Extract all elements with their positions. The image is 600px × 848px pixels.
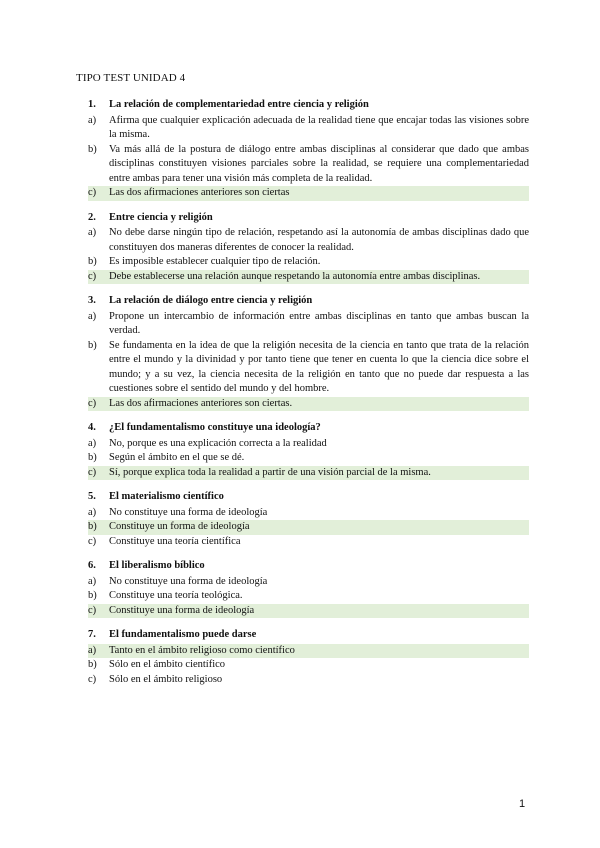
question-heading bbox=[88, 559, 529, 574]
option-text: Constituye una teoría científica bbox=[109, 535, 241, 547]
question-3 bbox=[88, 294, 529, 411]
option-letter: c) bbox=[88, 466, 97, 478]
answer-option bbox=[88, 339, 529, 397]
answer-option-correct bbox=[88, 644, 529, 659]
question-number: 1. bbox=[88, 99, 96, 110]
answer-option bbox=[88, 310, 529, 339]
option-letter: b) bbox=[88, 452, 97, 463]
option-letter: b) bbox=[88, 521, 97, 532]
option-letter: a) bbox=[88, 114, 97, 126]
question-6 bbox=[88, 559, 529, 618]
option-letter: b) bbox=[88, 339, 97, 351]
question-number: 2. bbox=[88, 211, 96, 223]
option-letter: b) bbox=[88, 143, 97, 155]
question-heading bbox=[88, 628, 529, 643]
question-title: El fundamentalismo puede darse bbox=[109, 629, 257, 640]
question-number: 7. bbox=[88, 629, 96, 640]
answer-option-correct bbox=[88, 186, 529, 201]
option-letter: c) bbox=[88, 535, 97, 547]
answer-option-correct bbox=[88, 604, 529, 619]
question-number: 6. bbox=[88, 560, 96, 571]
option-letter: b) bbox=[88, 256, 97, 267]
answer-option bbox=[88, 114, 529, 143]
option-letter: a) bbox=[88, 575, 97, 587]
option-text: Propone un intercambio de información entre ambas disciplinas en tanto que ambas buscan la verdad. bbox=[109, 310, 529, 336]
option-letter: c) bbox=[88, 397, 97, 409]
option-letter: a) bbox=[88, 227, 97, 238]
answer-option bbox=[88, 673, 529, 688]
answer-option bbox=[88, 437, 529, 452]
question-title: ¿El fundamentalismo constituye una ideología? bbox=[109, 422, 321, 433]
answer-option bbox=[88, 575, 529, 590]
question-list bbox=[88, 98, 529, 697]
option-text: Sólo en el ámbito religioso bbox=[109, 673, 223, 685]
option-text: Se fundamenta en la idea de que la religión necesita de la ciencia en tanto que trata de la relación entre el mundo y la divinidad y por tanto tiene que tener en cuenta lo que la ciencia dice sobre el mundo; y a su vez, la ciencia necesita de la religión en tanto que no puede dar respuesta a las cuestiones sobre el sentido del mundo y del hombre. bbox=[109, 339, 529, 394]
question-heading bbox=[88, 294, 529, 309]
option-letter: c) bbox=[88, 673, 97, 685]
question-title: El materialismo científico bbox=[109, 491, 224, 502]
answer-option bbox=[88, 589, 529, 604]
option-text: Según el ámbito en el que se dé. bbox=[109, 452, 245, 463]
question-title: El liberalismo bíblico bbox=[109, 560, 205, 571]
option-text: Las dos afirmaciones anteriores son ciertas. bbox=[109, 397, 293, 409]
option-text: Sí, porque explica toda la realidad a partir de una visión parcial de la misma. bbox=[109, 466, 431, 478]
answer-option bbox=[88, 143, 529, 187]
option-letter: a) bbox=[88, 506, 97, 518]
answer-option bbox=[88, 255, 529, 270]
answer-option-correct bbox=[88, 466, 529, 481]
option-text: Sólo en el ámbito científico bbox=[109, 659, 226, 670]
option-text: No, porque es una explicación correcta a la realidad bbox=[109, 437, 327, 449]
option-text: Debe establecerse una relación aunque respetando la autonomía entre ambas disciplinas. bbox=[109, 270, 481, 282]
option-text: No constituye una forma de ideología bbox=[109, 506, 268, 518]
question-number: 5. bbox=[88, 491, 96, 502]
question-title: La relación de complementariedad entre ciencia y religión bbox=[109, 99, 369, 110]
question-number: 3. bbox=[88, 295, 96, 306]
answer-option-correct bbox=[88, 520, 529, 535]
option-letter: a) bbox=[88, 437, 97, 449]
question-2 bbox=[88, 211, 529, 285]
page-number: 1 bbox=[519, 798, 526, 810]
option-letter: c) bbox=[88, 604, 97, 616]
answer-option bbox=[88, 658, 529, 673]
option-letter: a) bbox=[88, 310, 97, 322]
option-text: Las dos afirmaciones anteriores son ciertas bbox=[109, 187, 290, 198]
question-7 bbox=[88, 628, 529, 687]
question-title: La relación de diálogo entre ciencia y religión bbox=[109, 295, 313, 306]
option-text: Constituye una forma de ideología bbox=[109, 604, 255, 616]
answer-option bbox=[88, 226, 529, 255]
question-1 bbox=[88, 98, 529, 201]
option-text: Constituye una teoría teológica. bbox=[109, 590, 243, 601]
answer-option-correct bbox=[88, 397, 529, 412]
question-number: 4. bbox=[88, 422, 96, 433]
option-text: Afirma que cualquier explicación adecuada de la realidad tiene que encajar todas las visiones sobre la misma. bbox=[109, 114, 529, 140]
question-title: Entre ciencia y religión bbox=[109, 211, 213, 223]
option-letter: c) bbox=[88, 270, 97, 282]
question-heading bbox=[88, 490, 529, 505]
answer-option-correct bbox=[88, 270, 529, 285]
question-heading bbox=[88, 98, 529, 113]
option-text: Va más allá de la postura de diálogo entre ambas disciplinas al considerar que dado que ambas disciplinas constituyen visiones parciales sobre la realidad, se requiere una complementariedad entre ambas para tener una visión más completa de la realidad. bbox=[109, 143, 529, 184]
option-letter: b) bbox=[88, 659, 97, 670]
answer-option bbox=[88, 506, 529, 521]
document-title: TIPO TEST UNIDAD 4 bbox=[76, 72, 186, 84]
answer-option bbox=[88, 451, 529, 466]
option-text: No debe darse ningún tipo de relación, respetando así la autonomía de ambas disciplinas dado que constituyen dos maneras diferentes de conocer la realidad. bbox=[109, 227, 529, 253]
answer-option bbox=[88, 535, 529, 550]
option-text: Constituye un forma de ideología bbox=[109, 521, 250, 532]
option-letter: c) bbox=[88, 187, 97, 198]
option-letter: a) bbox=[88, 644, 97, 656]
question-heading bbox=[88, 421, 529, 436]
question-4 bbox=[88, 421, 529, 480]
option-text: Es imposible establecer cualquier tipo de relación. bbox=[109, 256, 321, 267]
question-heading bbox=[88, 211, 529, 226]
option-text: Tanto en el ámbito religioso como científico bbox=[109, 644, 295, 656]
option-text: No constituye una forma de ideología bbox=[109, 575, 268, 587]
option-letter: b) bbox=[88, 590, 97, 601]
question-5 bbox=[88, 490, 529, 549]
